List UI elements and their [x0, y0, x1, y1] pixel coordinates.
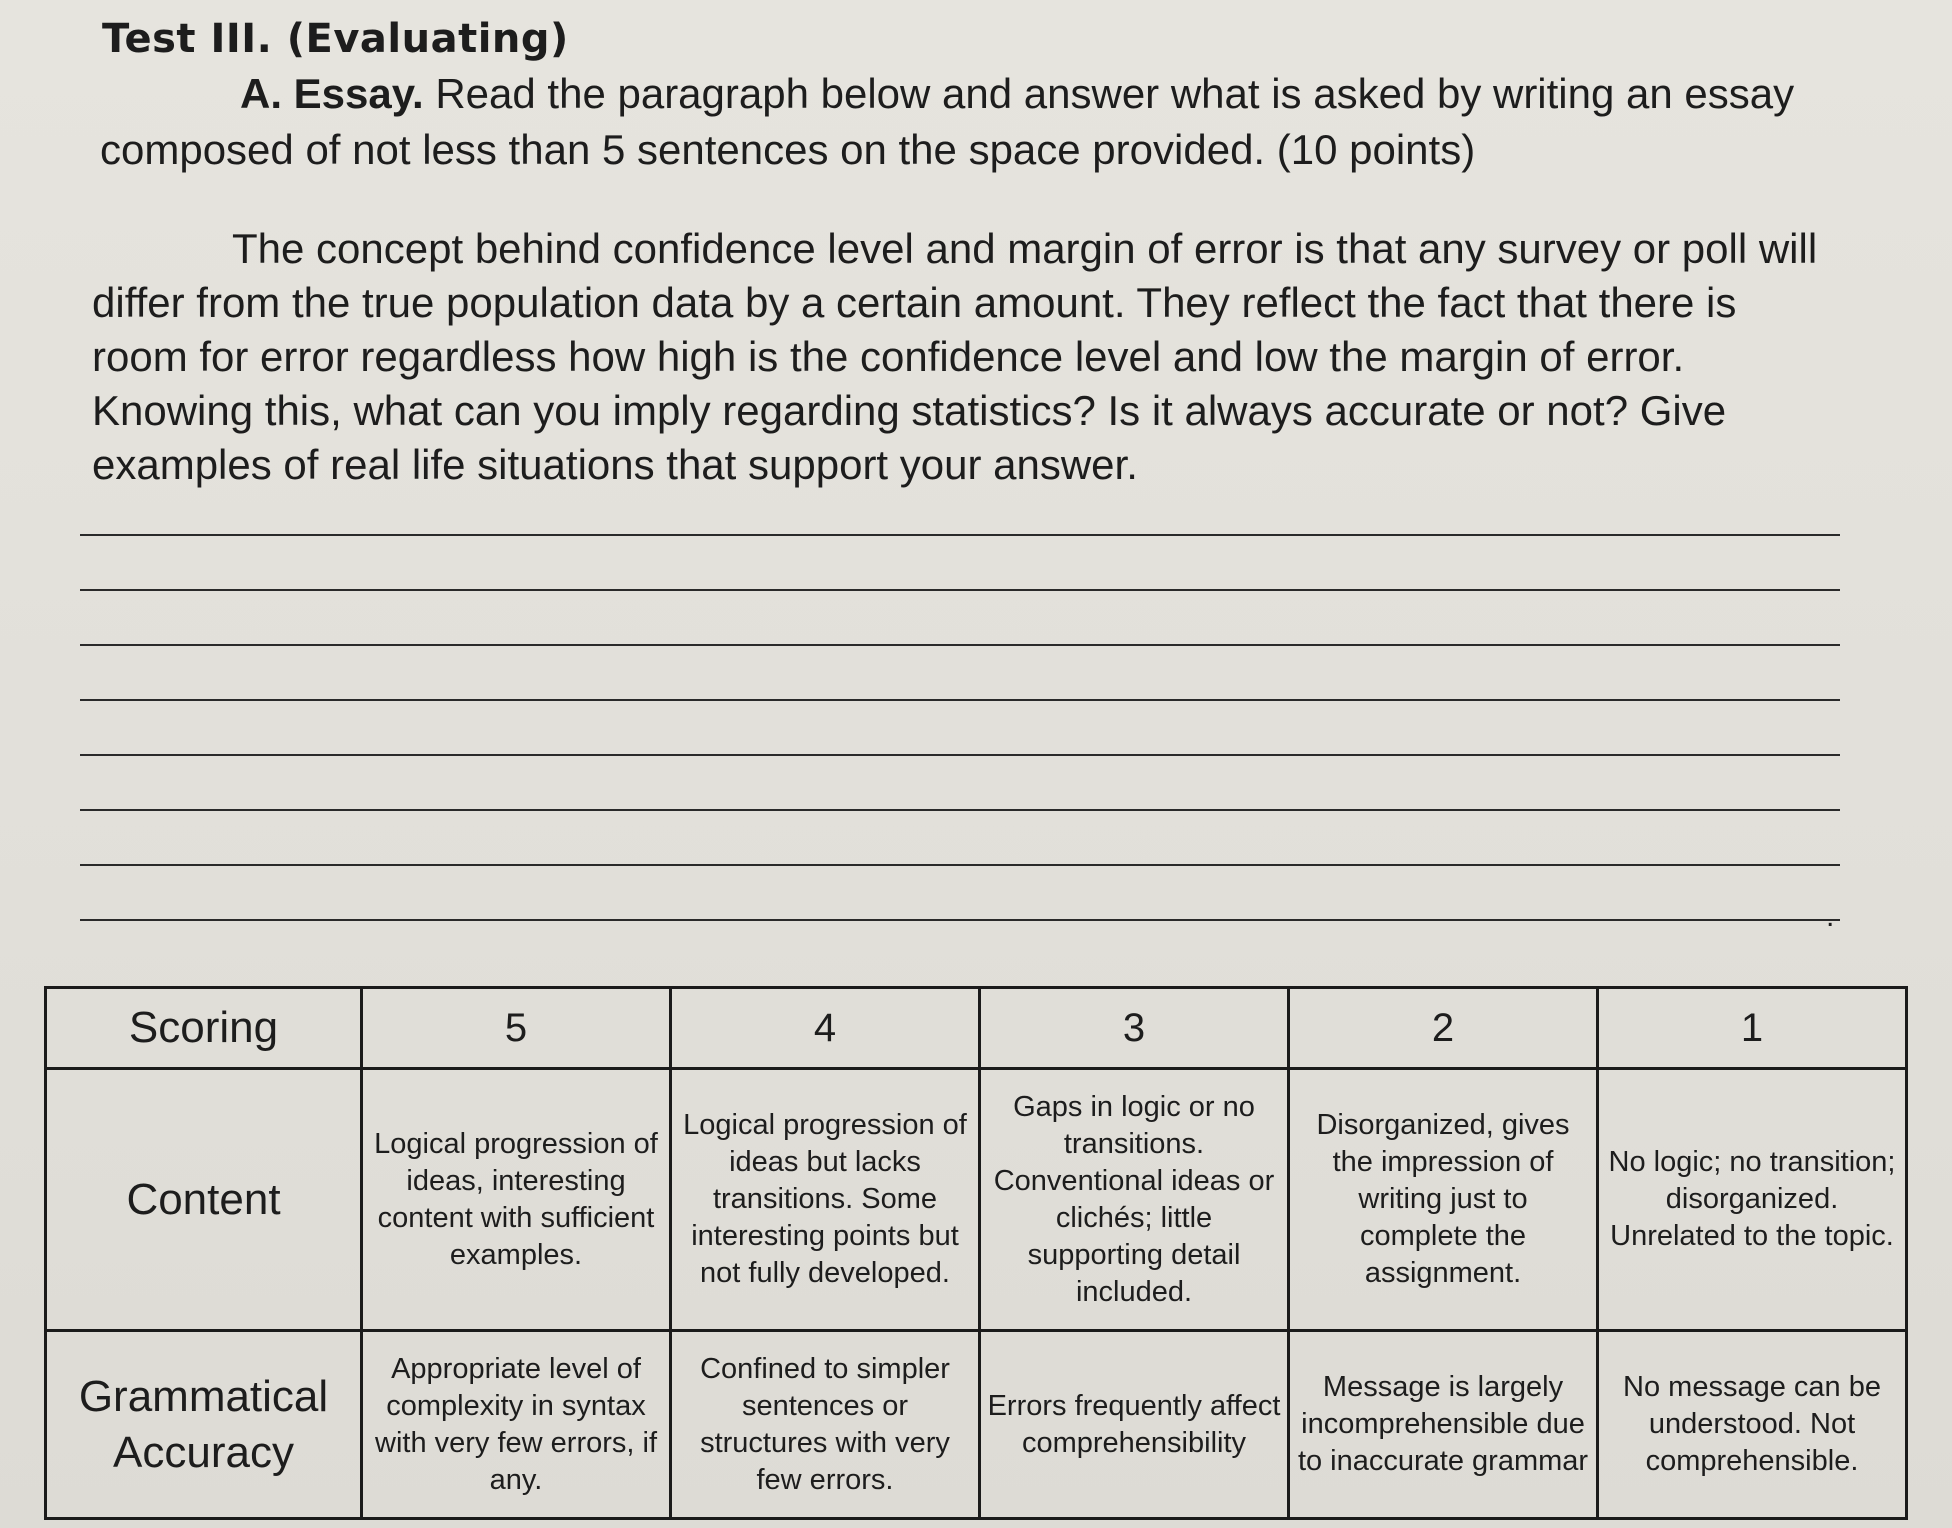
- answer-line[interactable]: [80, 754, 1840, 756]
- rubric-header-score-4: 4: [671, 988, 980, 1069]
- rubric-cell: No logic; no transition; disorganized. Unrelated to the topic.: [1598, 1069, 1907, 1331]
- rubric-header-score-5: 5: [362, 988, 671, 1069]
- criterion-label: Grammatical Accuracy: [46, 1331, 362, 1519]
- section-heading: A. Essay.: [240, 70, 424, 117]
- rubric-header-score-2: 2: [1289, 988, 1598, 1069]
- rubric-cell: No message can be understood. Not comprehensible.: [1598, 1331, 1907, 1519]
- answer-line[interactable]: [80, 644, 1840, 646]
- rubric-header-score-3: 3: [980, 988, 1289, 1069]
- rubric-cell: Message is largely incomprehensible due to inaccurate grammar: [1289, 1331, 1598, 1519]
- rubric-cell: Confined to simpler sentences or structures with very few errors.: [671, 1331, 980, 1519]
- rubric-cell: Logical progression of ideas, interesting content with sufficient examples.: [362, 1069, 671, 1331]
- essay-instructions: [100, 66, 1860, 178]
- rubric-cell: Logical progression of ideas but lacks transitions. Some interesting points but not fully developed.: [671, 1069, 980, 1331]
- rubric-row-content: [46, 1069, 1907, 1331]
- instructions-text: Read the paragraph below and answer what is asked by writing an essay composed of not less than 5 sentences on the space provided. (10 points): [100, 70, 1795, 173]
- answer-line[interactable]: [80, 919, 1840, 921]
- essay-prompt: [92, 222, 1832, 492]
- prompt-text: The concept behind confidence level and margin of error is that any survey or poll will differ from the true population data by a certain amount. They reflect the fact that there is room for error regardless how high is the confidence level and low the margin of error. Knowing this, what can you imply regarding statistics? Is it always accurate or not? Give examples of real life situations that support your answer.: [92, 225, 1818, 488]
- rubric-header-scoring: Scoring: [46, 988, 362, 1069]
- answer-line[interactable]: [80, 699, 1840, 701]
- scoring-rubric-table: [44, 986, 1908, 1520]
- criterion-label: Content: [46, 1069, 362, 1331]
- rubric-row-grammatical-accuracy: [46, 1331, 1907, 1519]
- answer-end-mark: .: [1826, 900, 1835, 933]
- rubric-cell: Appropriate level of complexity in syntax with very few errors, if any.: [362, 1331, 671, 1519]
- rubric-header-row: [46, 988, 1907, 1069]
- rubric-header-score-1: 1: [1598, 988, 1907, 1069]
- rubric-cell: Errors frequently affect comprehensibility: [980, 1331, 1289, 1519]
- test-title: Test III. (Evaluating): [102, 16, 569, 62]
- answer-line[interactable]: [80, 809, 1840, 811]
- answer-line[interactable]: [80, 534, 1840, 536]
- rubric-cell: Disorganized, gives the impression of writing just to complete the assignment.: [1289, 1069, 1598, 1331]
- answer-line[interactable]: [80, 864, 1840, 866]
- answer-line[interactable]: [80, 589, 1840, 591]
- rubric-cell: Gaps in logic or no transitions. Conventional ideas or clichés; little supporting detail included.: [980, 1069, 1289, 1331]
